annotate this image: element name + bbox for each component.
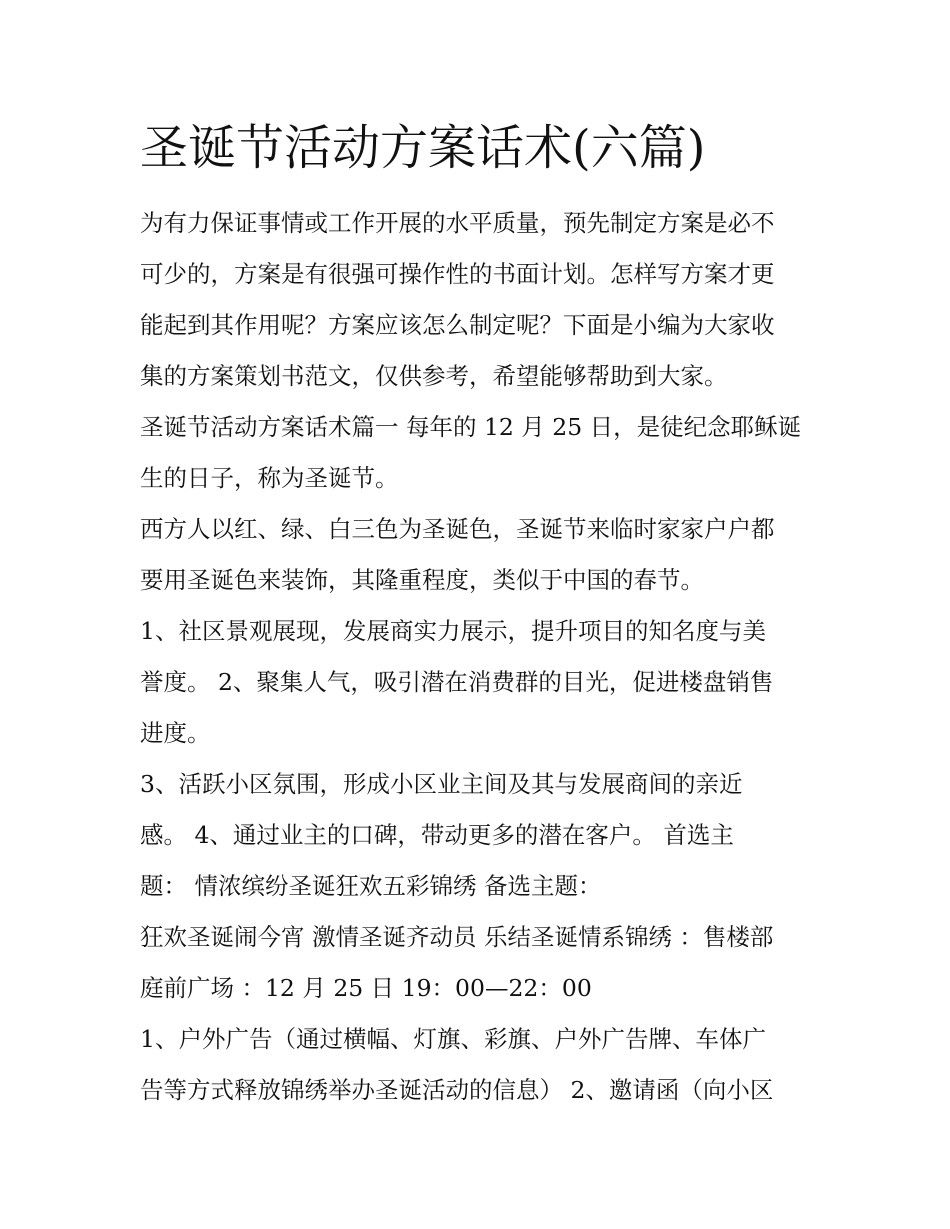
text-line: 告等方式释放锦绣举办圣诞活动的信息） 2、邀请函（向小区 <box>140 1076 774 1104</box>
text-line: 为有力保证事情或工作开展的水平质量，预先制定方案是必不 <box>140 209 775 237</box>
text-line: 可少的，方案是有很强可操作性的书面计划。怎样写方案才更 <box>140 260 775 288</box>
text-line: 誉度。 2、聚集人气，吸引潜在消费群的目光，促进楼盘销售 <box>140 668 774 696</box>
text-line: 3、活跃小区氛围，形成小区业主间及其与发展商间的亲近 <box>140 770 743 798</box>
paragraph-theme-venue-time <box>140 912 830 1014</box>
text-line: 圣诞节活动方案话术篇一 每年的 12 月 25 日，是徒纪念耶稣诞 <box>140 413 802 441</box>
paragraph-section-one <box>140 402 830 504</box>
text-line: 要用圣诞色来装饰，其隆重程度，类似于中国的春节。 <box>140 566 704 594</box>
paragraph-promotion <box>140 1014 830 1116</box>
text-line: 题： 情浓缤纷圣诞狂欢五彩锦绣 备选主题： <box>140 872 602 900</box>
text-line: 生的日子，称为圣诞节。 <box>140 464 399 492</box>
text-line: 1、户外广告（通过横幅、灯旗、彩旗、户外广告牌、车体广 <box>140 1025 766 1053</box>
text-line: 能起到其作用呢？方案应该怎么制定呢？下面是小编为大家收 <box>140 311 775 339</box>
paragraph-intro <box>140 198 830 402</box>
text-line: 狂欢圣诞闹今宵 激情圣诞齐动员 乐结圣诞情系锦绣 ：售楼部 <box>140 923 774 951</box>
text-line: 庭前广场 ：12 月 25 日 19：00—22：00 <box>140 974 592 1002</box>
paragraph-goals-3-4 <box>140 759 830 912</box>
text-line: 感。 4、通过业主的口碑，带动更多的潜在客户。 首选主 <box>140 821 734 849</box>
text-line: 进度。 <box>140 719 211 747</box>
text-line: 集的方案策划书范文，仅供参考，希望能够帮助到大家。 <box>140 362 728 390</box>
paragraph-christmas-colors <box>140 504 830 606</box>
text-line: 1、社区景观展现，发展商实力展示，提升项目的知名度与美 <box>140 617 766 645</box>
document-body <box>140 118 830 1116</box>
document-title: 圣诞节活动方案话术(六篇) <box>140 120 706 176</box>
paragraph-goals-1-2 <box>140 606 830 759</box>
text-line: 西方人以红、绿、白三色为圣诞色，圣诞节来临时家家户户都 <box>140 515 775 543</box>
